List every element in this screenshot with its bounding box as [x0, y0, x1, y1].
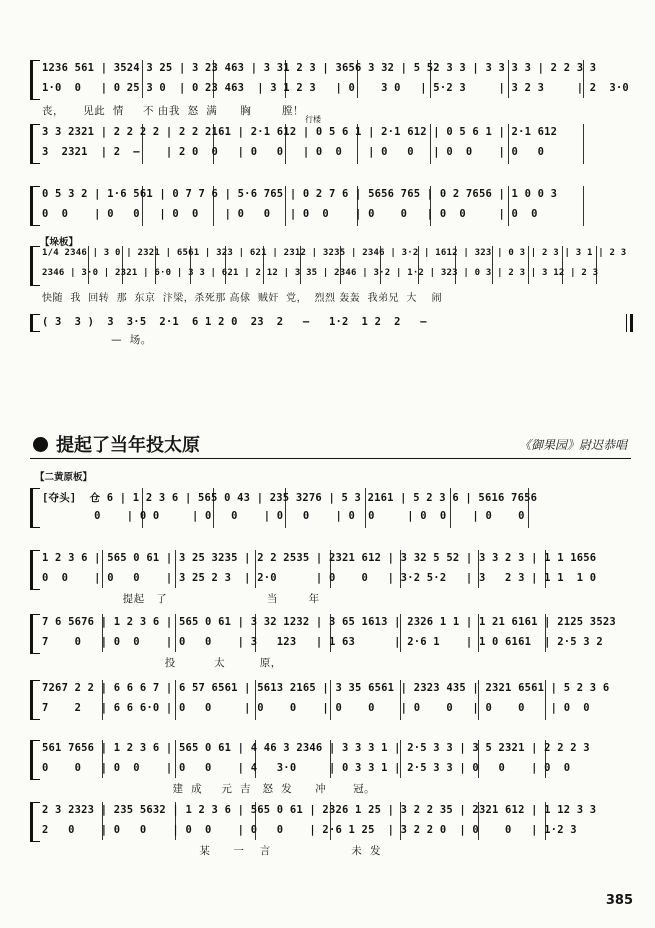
lyrics: 建 成 元 吉 怒 发 冲 冠。 [42, 783, 376, 795]
system-bottom-5 [30, 740, 633, 798]
lower-notation: 1·0 0 | 0 25 3 0 | 0 23 463 | 3 1 2 3 | 0 3 0 | 5·2 3 | 3 2 3 | 2 3·0 [42, 82, 629, 94]
system-bottom-4 [30, 680, 633, 720]
system-bottom-2 [30, 550, 633, 608]
section-title-text: 提起了当年投太原 [56, 435, 200, 456]
system-top-2 [30, 124, 633, 164]
lyrics: — 场。 [42, 334, 152, 346]
lower-notation: 2 0 | 0 0 | 0 0 | 0 0 | 2·6 1 25 | 3 2 2 0 | 0 0 | 1·2 3 [42, 824, 577, 836]
lyrics: 投 太 原， [42, 657, 282, 669]
system-bottom-3 [30, 614, 633, 672]
lyrics: 某 一 言 未 发 [42, 845, 381, 857]
lyrics: 丧， 见此 情 不 由我 怒 满 胸 膛！ [42, 105, 304, 117]
staff-bracket [30, 314, 40, 332]
final-barline [626, 314, 633, 332]
section-title [33, 431, 200, 457]
lower-notation: 7 2 | 6 6 6·0 | 0 0 | 0 0 | 0 0 | 0 0 | 0 0 | 0 0 [42, 702, 590, 714]
source-credit: 《御果园》尉迟恭唱 [518, 438, 627, 452]
title-rule [30, 458, 631, 459]
tempo-marking: 【垛板】 [40, 237, 79, 248]
upper-notation: 561 7656 | 1 2 3 6 | 565 0 61 | 4 46 3 2346 | 3 3 3 1 | 2·5 3 3 | 3 5 2321 | 2 2 2 3 [42, 742, 590, 754]
lower-notation: 2346 | 3·0 | 2321 | 6·0 | 3 3 | 621 | 2 12 | 3 35 | 2346 | 3·2 | 1·2 | 323 | 0 3 | 2 3 | 3 12 | 2 3 [42, 268, 599, 278]
upper-notation: 7267 2 2 | 6 6 6 7 | 6 57 6561 | 5613 2165 | 3 35 6561 | 2323 435 | 2321 6561 | 5 2 3 6 [42, 682, 610, 694]
upper-notation: 0 5 3 2 | 1·6 561 | 0 7 7 6 | 5·6 765 | 0 2 7 6 | 5656 765 | 0 2 7656 | 1 0 0 3 [42, 188, 558, 200]
upper-notation: [夺头] 仓 6 | 1 2 3 6 | 565 0 43 | 235 3276 | 5 3 2161 | 5 2 3 6 | 5616 7656 [42, 492, 538, 504]
lyrics: 提起 了 当 年 [42, 593, 320, 605]
page-number: 385 [605, 893, 633, 908]
upper-notation: 7 6 5676 | 1 2 3 6 | 565 0 61 | 3 32 1232 | 3 65 1613 | 2326 1 1 | 1 21 6161 | 2125 3523 [42, 616, 616, 628]
lower-notation: 0 0 | 0 0 | 3 25 2 3 | 2·0 | 0 0 | 3·2 5·2 | 3 2 3 | 1 1 1 0 [42, 572, 597, 584]
lower-notation: 7 0 | 0 0 | 0 0 | 3 123 | 1 63 | 2·6 1 | 1 0 6161 | 2·5 3 2 [42, 636, 603, 648]
upper-notation: 1236 561 | 3524 3 25 | 3 23 463 | 3 31 2 3 | 3656 3 32 | 5 52 3 3 | 3 3 3 3 | 2 2 3 3 [42, 62, 597, 74]
system-top-3 [30, 186, 633, 226]
tempo-marking: 【二黄原板】 [35, 472, 93, 483]
lower-notation: 0 | 0 0 | 0 0 | 0 0 | 0 0 | 0 0 | 0 0 [42, 510, 525, 522]
lower-notation: 0 0 | 0 0 | 0 0 | 0 0 | 0 0 | 0 0 | 0 0 | 0 0 [42, 208, 538, 220]
system-bottom-6 [30, 802, 633, 860]
lower-notation: 3 2321 | 2 — | 2 0 0 | 0 0 | 0 0 | 0 0 | 0 0 | 0 0 [42, 146, 545, 158]
upper-notation: 2 3 2323 | 235 5632 | 1 2 3 6 | 565 0 61 | 2326 1 25 | 3 2 2 35 | 2321 612 | 1 12 3 3 [42, 804, 597, 816]
system-top-1 [30, 60, 633, 120]
system-top-4 [30, 246, 633, 308]
lower-notation: 0 0 | 0 0 | 0 0 | 4 3·0 | 0 3 3 1 | 2·5 3 3 | 0 0 | 0 0 [42, 762, 571, 774]
system-bottom-1 [30, 488, 633, 528]
upper-notation: 1 2 3 6 | 565 0 61 | 3 25 3235 | 2 2 2535 | 2321 612 | 3 32 5 52 | 3 3 2 3 | 1 1 1656 [42, 552, 597, 564]
upper-notation: ( 3 3 ) 3 3·5 2·1 6 1 2 0 23 2 — 1·2 1 2 2 — [42, 316, 427, 328]
lyrics: 快随 我 回转 那 东京 汴梁，杀死那 高俅 贼奸 党， 烈烈 轰轰 我弟兄 大 闹 [42, 293, 443, 304]
annotation-mark: 行楼 [305, 115, 321, 124]
bullet-icon [33, 437, 48, 452]
upper-notation: 3 3 2321 | 2 2 2 2 | 2 2 2161 | 2·1 612 | 0 5 6 1 | 2·1 612 | 0 5 6 1 | 2·1 612 [42, 126, 558, 138]
system-top-5 [30, 314, 633, 350]
upper-notation: 1/4 2346 | 3 0 | 2321 | 6561 | 323 | 621 | 2312 | 3235 | 2346 | 3·2 | 1612 | 323 | 0 3 | 2 3 | 3 1 | 2 3 [42, 248, 627, 258]
